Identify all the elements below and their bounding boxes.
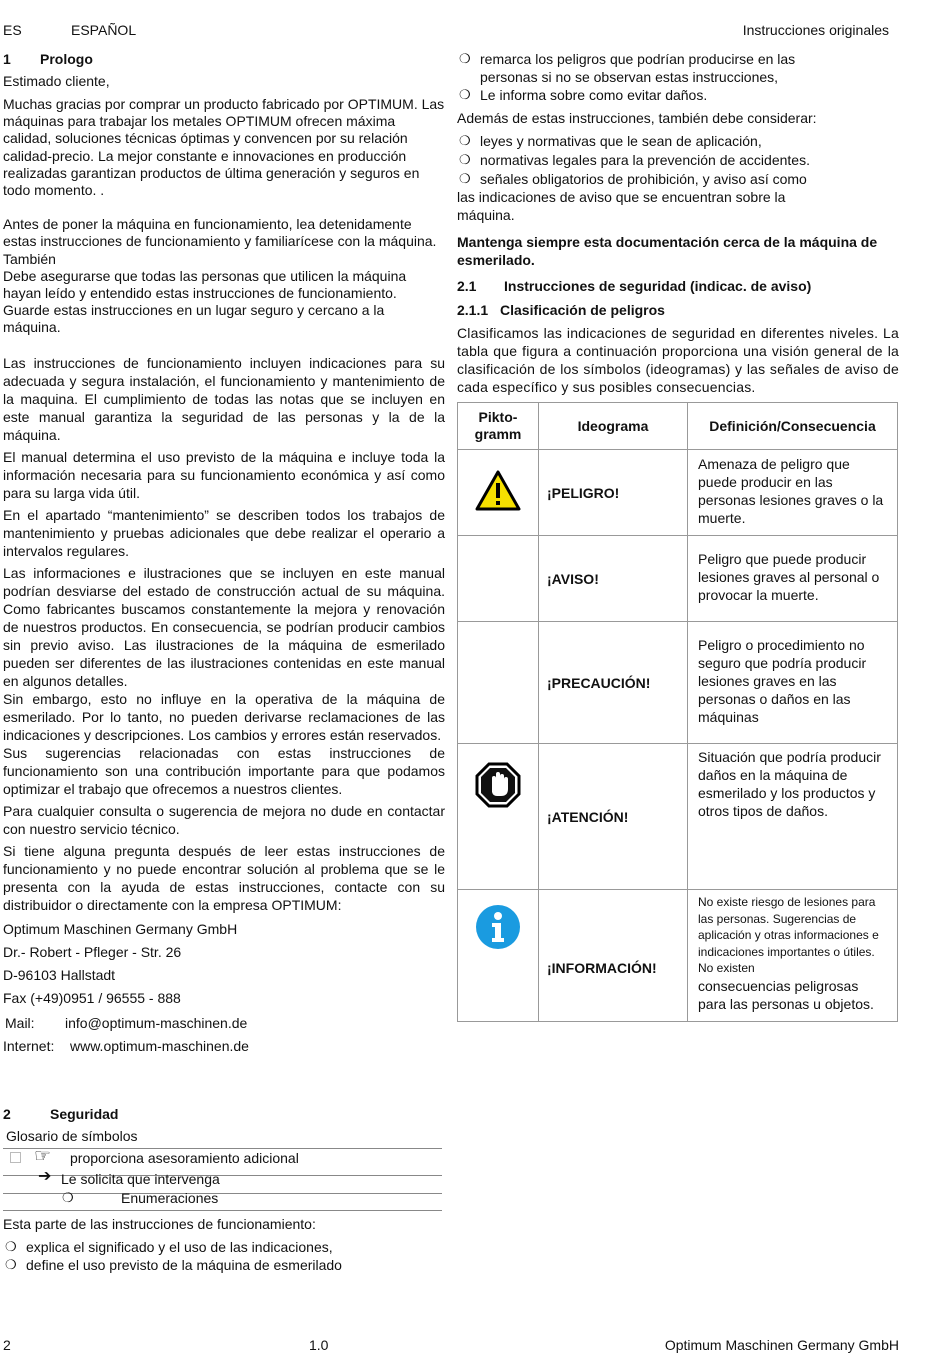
table-row bbox=[458, 744, 898, 890]
column-header: Definición/Consecuencia bbox=[688, 403, 898, 450]
mail-line bbox=[3, 1014, 445, 1032]
glossary-item: proporciona asesoramiento adicional bbox=[70, 1150, 299, 1166]
header-lang-name: ESPAÑOL bbox=[71, 22, 137, 38]
paragraph: Sin embargo, esto no influye en la operativa de la máquina de esmerilado. Por lo tanto, no pueden derivarse reclamaciones de las indicaciones y descripciones. Los cambios y errores están reservados. bbox=[3, 690, 445, 743]
list-item: ❍ remarca los peligros que podrían producirse en las personas si no se observan estas instrucciones, bbox=[459, 51, 796, 85]
paragraph: Muchas gracias por comprar un producto fabricado por OPTIMUM. Las máquinas para trabajar los metales OPTIMUM ofrecen máxima calidad, soluciones técnicas óptimas y convencen por su relación calidad-precio. La mejor constante e innovaciones en producción realizadas garantizan productos de última generación y seguros en todo momento. . bbox=[3, 96, 445, 199]
section-title: Instrucciones de seguridad (indicac. de aviso) bbox=[504, 278, 812, 294]
section-number: 2 bbox=[3, 1106, 11, 1122]
bullet-icon: ❍ bbox=[5, 1257, 17, 1272]
mail-label: Mail: bbox=[5, 1014, 35, 1031]
glossary-title: Glosario de símbolos bbox=[6, 1128, 138, 1144]
arrow-right-icon: ➔ bbox=[38, 1168, 52, 1185]
address-line: Dr.- Robert - Pfleger - Str. 26 bbox=[3, 943, 182, 960]
paragraph: Antes de poner la máquina en funcionamiento, lea detenidamente estas instrucciones de funcionamiento y familiarícese con la máquina. También bbox=[3, 216, 437, 267]
definition: Situación que podría producir daños en la máquina de esmerilado y los productos y otros tipos de daños. bbox=[688, 744, 898, 890]
left-column bbox=[3, 50, 445, 1055]
section-title: Seguridad bbox=[50, 1106, 119, 1122]
warning-triangle-icon bbox=[475, 470, 521, 512]
paragraph: Si tiene alguna pregunta después de leer estas instrucciones de funcionamiento y no puede encontrar solución al problema que se le presenta con la ayuda de estas instrucciones, contacte con su distribuidor o directamente con la empresa OPTIMUM: bbox=[3, 842, 445, 913]
right-column bbox=[457, 50, 899, 1022]
address-line: Optimum Maschinen Germany GmbH bbox=[3, 920, 238, 937]
list-item: ❍ explica el significado y el uso de las indicaciones, bbox=[5, 1239, 333, 1255]
list-item: ❍ señales obligatorios de prohibición, y aviso así como bbox=[459, 171, 807, 187]
bullet-icon: ❍ bbox=[62, 1190, 74, 1205]
paragraph: las indicaciones de aviso que se encuentran sobre la máquina. bbox=[457, 189, 786, 223]
bullet-icon: ❍ bbox=[459, 51, 471, 66]
glossary-item: Enumeraciones bbox=[121, 1190, 219, 1206]
section-title: Prologo bbox=[40, 51, 93, 67]
paragraph: Esta parte de las instrucciones de funcionamiento: bbox=[3, 1216, 316, 1232]
page-number: 2 bbox=[3, 1337, 11, 1353]
table-row bbox=[458, 890, 898, 1022]
table-row bbox=[458, 622, 898, 744]
section-title: Clasificación de peligros bbox=[500, 302, 665, 318]
paragraph: Además de estas instrucciones, también debe considerar: bbox=[457, 110, 817, 126]
pictogram-cell bbox=[458, 890, 539, 1022]
checkbox-icon bbox=[10, 1152, 21, 1163]
pictogram-cell bbox=[458, 450, 539, 536]
definition: Peligro o procedimiento no seguro que podría producir lesiones graves en las personas o daños en las máquinas bbox=[688, 622, 898, 744]
definition-small: No existe riesgo de lesiones para las personas. Sugerencias de aplicación y otras informaciones e indicaciones importantes o útiles. No existen bbox=[698, 895, 879, 975]
glossary-item: Le solicita que intervenga bbox=[61, 1171, 220, 1187]
pictogram-cell bbox=[458, 622, 539, 744]
table-row bbox=[458, 536, 898, 622]
paragraph: Para cualquier consulta o sugerencia de mejora no dude en contactar con nuestro servicio técnico. bbox=[3, 802, 445, 837]
paragraph: Guarde estas instrucciones en un lugar seguro y cercano a la máquina. bbox=[3, 302, 385, 336]
ideogram-label: ¡INFORMACIÓN! bbox=[539, 890, 688, 1022]
bullet-icon: ❍ bbox=[5, 1239, 17, 1254]
paragraph: El manual determina el uso previsto de la máquina e incluye toda la información necesaria para su funcionamiento económica y así como para su larga vida útil. bbox=[3, 448, 445, 501]
bullet-icon: ❍ bbox=[459, 171, 471, 186]
pictogram-cell bbox=[458, 536, 539, 622]
paragraph: Las instrucciones de funcionamiento incluyen indicaciones para su adecuada y segura instalación, el funcionamiento y mantenimiento de la maquina. El cumplimiento de todas las notas que se incluyen en este manual garantiza la seguridad de las personas y la de la máquina. bbox=[3, 354, 445, 443]
list-item: ❍ define el uso previsto de la máquina de esmerilado bbox=[5, 1257, 342, 1273]
header-lang-code: ES bbox=[3, 22, 22, 38]
footer-company: Optimum Maschinen Germany GmbH bbox=[664, 1337, 899, 1353]
definition: Amenaza de peligro que puede producir en las personas lesiones graves o la muerte. bbox=[688, 450, 898, 536]
bullet-icon: ❍ bbox=[459, 87, 471, 102]
address-line: Fax (+49)0951 / 96555 - 888 bbox=[3, 989, 181, 1006]
paragraph: En el apartado “mantenimiento” se describen todos los trabajos de mantenimiento y pruebas adicionales que debe realizar el operario a intervalos regulares. bbox=[3, 506, 445, 559]
section-2-1-1-heading bbox=[457, 301, 899, 319]
ideogram-label: ¡PRECAUCIÓN! bbox=[539, 622, 688, 744]
greeting: Estimado cliente, bbox=[3, 73, 110, 89]
bullet-icon: ❍ bbox=[459, 152, 471, 167]
pictogram-cell bbox=[458, 744, 539, 890]
notice-bold: Mantenga siempre esta documentación cerca de la máquina de esmerilado. bbox=[457, 234, 878, 268]
list-item: ❍ leyes y normativas que le sean de aplicación, bbox=[459, 133, 762, 149]
web-label: Internet: bbox=[3, 1037, 55, 1054]
info-icon bbox=[475, 904, 521, 950]
table-row bbox=[458, 450, 898, 536]
version: 1.0 bbox=[309, 1337, 329, 1353]
bullet-icon: ❍ bbox=[459, 133, 471, 148]
mail-link[interactable]: info@optimum-maschinen.de bbox=[65, 1014, 248, 1031]
ideogram-label: ¡AVISO! bbox=[539, 536, 688, 622]
address-line: D-96103 Hallstadt bbox=[3, 966, 116, 983]
list-item: ❍ normativas legales para la prevención de accidentes. bbox=[459, 152, 810, 168]
web-link[interactable]: www.optimum-maschinen.de bbox=[70, 1037, 249, 1054]
definition-cell bbox=[688, 890, 898, 1022]
column-header: Ideograma bbox=[539, 403, 688, 450]
column-header: Pikto-gramm bbox=[458, 403, 539, 450]
paragraph: Las informaciones e ilustraciones que se incluyen en este manual podrían desviarse del estado de construcción actual de su máquina. Como fabricantes buscamos constantemente la mejora y renovación de nuestros productos. En consecuencia, se podrían producir cambios sin previo aviso. Las ilustraciones de la máquina de esmerilado pueden ser diferentes de las ilustraciones contenidas en este manual en algunos detalles. bbox=[3, 564, 445, 689]
definition: consecuencias peligrosas para las personas u objetos. bbox=[698, 977, 874, 1012]
definition: Peligro que puede producir lesiones graves al personal o provocar la muerte. bbox=[688, 536, 898, 622]
hazard-table bbox=[457, 402, 898, 1022]
section-number: 1 bbox=[3, 51, 11, 67]
section-1-heading bbox=[3, 50, 445, 68]
paragraph: Sus sugerencias relacionadas con estas instrucciones de funcionamiento son una contribución importante para que podamos optimizar el trabajo que ofrecemos a nuestros clientes. bbox=[3, 744, 445, 797]
header-right-title: Instrucciones originales bbox=[742, 22, 889, 38]
pointing-hand-icon: ☞ bbox=[34, 1146, 52, 1167]
section-number: 2.1.1 bbox=[457, 302, 489, 318]
divider bbox=[3, 1210, 442, 1211]
table-header-row bbox=[458, 403, 898, 450]
stop-hand-icon bbox=[475, 762, 521, 808]
paragraph: Debe asegurarse que todas las personas que utilicen la máquina hayan leído y entendido estas instrucciones de funcionamiento. bbox=[3, 267, 407, 302]
web-line bbox=[3, 1037, 445, 1055]
paragraph: Clasificamos las indicaciones de seguridad en diferentes niveles. La tabla que figura a continuación proporciona una visión general de la clasificación de los símbolos (ideogramas) y las señales de aviso de cada específico y sus posibles consecuencias. bbox=[457, 325, 899, 395]
section-2-heading bbox=[3, 1105, 118, 1123]
ideogram-label: ¡ATENCIÓN! bbox=[539, 744, 688, 890]
ideogram-label: ¡PELIGRO! bbox=[539, 450, 688, 536]
bullet-list bbox=[3, 1238, 363, 1274]
list-item: ❍ Le informa sobre como evitar daños. bbox=[459, 87, 708, 103]
section-2-1-heading bbox=[457, 277, 899, 295]
section-number: 2.1 bbox=[457, 278, 477, 294]
